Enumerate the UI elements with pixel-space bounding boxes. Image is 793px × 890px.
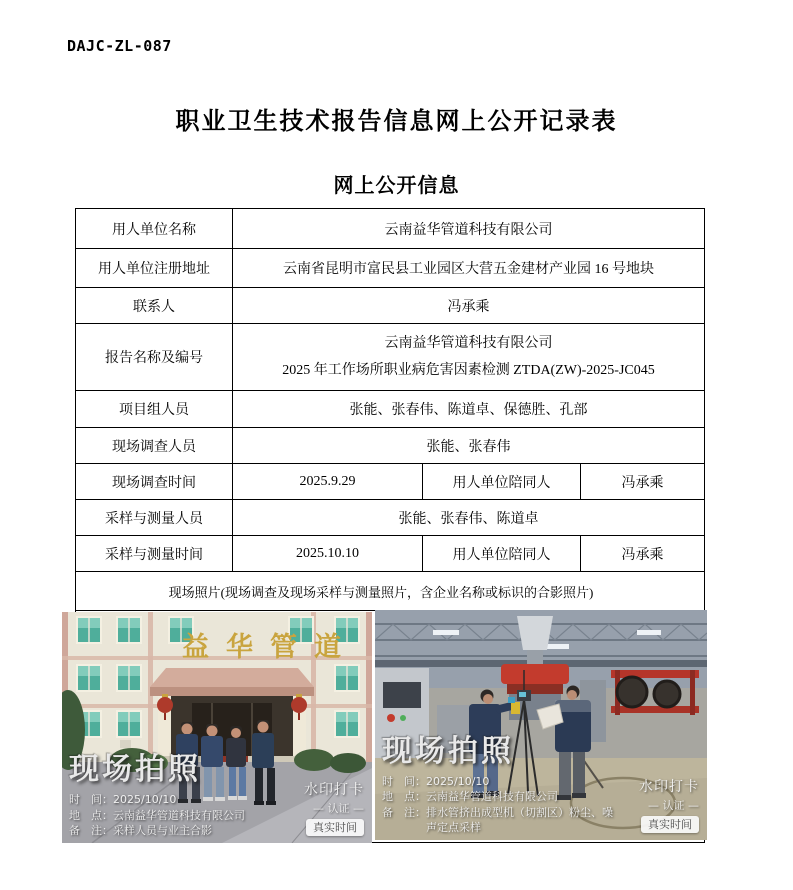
- sampling-staff-label: 采样与测量人员: [76, 500, 233, 536]
- sampling-companion-value: 冯承乘: [581, 536, 705, 572]
- row-project-team: [76, 391, 705, 428]
- report-line1: 云南益华管道科技有限公司: [384, 336, 553, 351]
- photo-caption: 现场照片(现场调查及现场采样与测量照片，含企业名称或标识的合影照片): [168, 584, 594, 600]
- watermark-app-block-right: [639, 776, 699, 833]
- note-label: 备 注：: [69, 824, 113, 838]
- watermark-place-line: [382, 789, 621, 805]
- row-survey-time: [76, 464, 705, 500]
- watermark-time-line: [382, 774, 621, 790]
- doc-code: DAJC-ZL-087: [67, 37, 172, 55]
- watermark-app-name: 水印打卡: [639, 779, 699, 795]
- employer-address-value: 云南省昆明市富民县工业园区大营五金建材产业园 16 号地块: [233, 249, 705, 288]
- time-label: 时 间：: [382, 774, 426, 788]
- watermark-left: [69, 744, 286, 839]
- row-sampling-time: [76, 536, 705, 572]
- building-sign-text: 益华管道: [182, 632, 358, 662]
- watermark-place-line: [69, 808, 286, 824]
- employer-address-label: 用人单位注册地址: [76, 249, 233, 288]
- contact-label: 联系人: [76, 288, 233, 324]
- note-value: 采样人员与业主合影: [113, 824, 212, 838]
- row-contact: [76, 288, 705, 324]
- report-line2: 2025 年工作场所职业病危害因素检测 ZTDA(ZW)-2025-JC045: [282, 363, 655, 378]
- watermark-stamp: 现场拍照: [69, 752, 201, 788]
- survey-time-value: 2025.9.29: [233, 464, 423, 500]
- real-time-badge: 真实时间: [306, 819, 364, 836]
- site-photo-sampling: [375, 610, 707, 840]
- survey-companion-value: 冯承乘: [581, 464, 705, 500]
- time-label: 时 间：: [69, 793, 113, 807]
- site-photo-group: [62, 612, 372, 843]
- watermark-cert-label: — 认证 —: [313, 802, 364, 815]
- project-team-value: 张能、张春伟、陈道卓、保德胜、孔部: [233, 391, 705, 428]
- sampling-time-value: 2025.10.10: [233, 536, 423, 572]
- watermark-time-line: [69, 792, 286, 808]
- place-value: 云南益华管道科技有限公司: [113, 808, 245, 822]
- watermark-cert-label: — 认证 —: [648, 799, 699, 812]
- place-label: 地 点：: [382, 790, 426, 804]
- place-value: 云南益华管道科技有限公司: [426, 790, 558, 804]
- page-subtitle: 网上公开信息: [333, 175, 460, 197]
- survey-staff-value: 张能、张春伟: [233, 428, 705, 464]
- row-photo-caption: [76, 572, 705, 611]
- real-time-badge: 真实时间: [641, 816, 699, 833]
- note-label: 备 注：: [382, 805, 426, 819]
- time-value: 2025/10/10: [113, 793, 177, 807]
- contact-value: 冯承乘: [233, 288, 705, 324]
- watermark-app-block-left: [304, 779, 364, 836]
- row-survey-staff: [76, 428, 705, 464]
- row-sampling-staff: [76, 500, 705, 536]
- row-employer-name: [76, 209, 705, 249]
- survey-companion-label: 用人单位陪同人: [423, 464, 581, 500]
- project-team-label: 项目组人员: [76, 391, 233, 428]
- watermark-note-line: [69, 823, 286, 839]
- row-employer-address: [76, 249, 705, 288]
- report-value: [233, 324, 705, 391]
- survey-time-label: 现场调查时间: [76, 464, 233, 500]
- report-label: 报告名称及编号: [76, 324, 233, 391]
- watermark-note-line: [382, 805, 621, 836]
- survey-staff-label: 现场调查人员: [76, 428, 233, 464]
- time-value: 2025/10/10: [426, 774, 490, 788]
- note-value: 排水管挤出成型机（切割区）粉尘、噪声定点采样: [426, 805, 613, 835]
- watermark-right: [382, 726, 621, 836]
- sampling-companion-label: 用人单位陪同人: [423, 536, 581, 572]
- employer-name-value: 云南益华管道科技有限公司: [233, 209, 705, 249]
- page-title: 职业卫生技术报告信息网上公开记录表: [175, 109, 618, 135]
- sampling-time-label: 采样与测量时间: [76, 536, 233, 572]
- photo-caption-cell: [76, 572, 705, 611]
- row-report: [76, 324, 705, 391]
- watermark-app-name: 水印打卡: [304, 782, 364, 798]
- place-label: 地 点：: [69, 808, 113, 822]
- watermark-stamp: 现场拍照: [382, 733, 514, 769]
- sampling-staff-value: 张能、张春伟、陈道卓: [233, 500, 705, 536]
- employer-name-label: 用人单位名称: [76, 209, 233, 249]
